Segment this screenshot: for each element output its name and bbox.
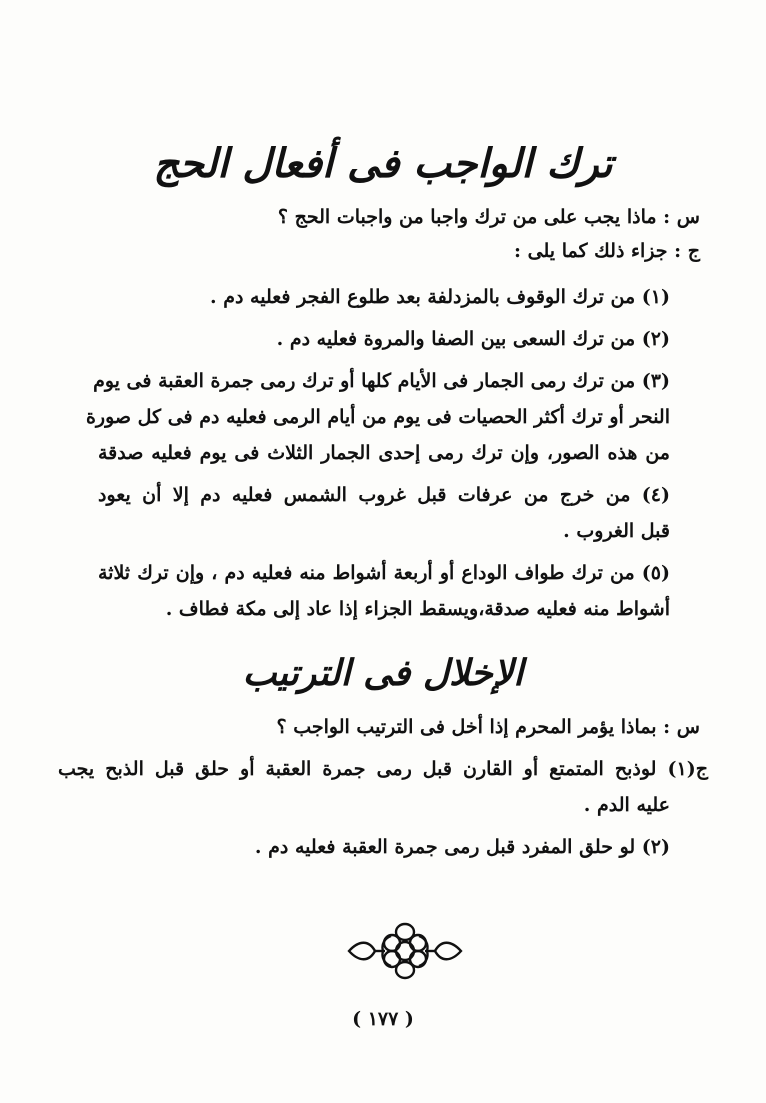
answer-2-line-2: عليه الدم . [583,794,670,816]
question-prefix: س : [663,716,700,738]
list-item-4-line-1: (٤) من خرج من عرفات قبل غروب الشمس فعليه دم إلا أن يعود [98,484,670,506]
list-item-1: (١) من ترك الوقوف بالمزدلفة بعد طلوع الفجر فعليه دم . [209,286,670,308]
answer-text: لوذبح المتمتع أو القارن قبل رمى جمرة العقبة أو حلق قبل الذبح يجب [58,758,657,780]
answer-1 [60,236,700,266]
list-item-5-line-2: أشواط منه فعليه صدقة،ويسقط الجزاء إذا عاد إلى مكة فطاف . [165,598,670,620]
list-item-4-line-2: قبل الغروب . [563,520,670,542]
list-item-3-line-2: النحر أو ترك أكثر الحصيات فى يوم من أيام الرمى فعليه دم فى كل صورة [85,406,670,428]
answer-text: جزاء ذلك كما يلى : [514,240,668,262]
answer-prefix: ج(١) [667,758,708,780]
question-2 [60,712,700,742]
list-item-5-line-1: (٥) من ترك طواف الوداع أو أربعة أشواط منه فعليه دم ، وإن ترك ثلاثة [98,562,670,584]
question-text: بماذا يؤمر المحرم إذا أخل فى الترتيب الواجب ؟ [276,716,657,738]
list-item-3-line-1: (٣) من ترك رمى الجمار فى الأيام كلها أو ترك رمى جمرة العقبة فى يوم [93,370,670,392]
page-number: ( ١٧٧ ) [352,1008,414,1030]
answer-2-line-1 [58,754,708,784]
answer-prefix: ج : [674,240,700,262]
question-text: ماذا يجب على من ترك واجبا من واجبات الحج ؟ [277,206,657,228]
question-prefix: س : [663,206,700,228]
ornament-icon [345,918,465,984]
section-title-2: الإخلال فى الترتيب [242,652,524,694]
list-item-2: (٢) من ترك السعى بين الصفا والمروة فعليه دم . [276,328,670,350]
section-title-1: ترك الواجب فى أفعال الحج [153,140,613,187]
question-1 [60,202,700,232]
list-item-2-2: (٢) لو حلق المفرد قبل رمى جمرة العقبة فعليه دم . [254,836,670,858]
list-item-3-line-3: من هذه الصور، وإن ترك رمى إحدى الجمار الثلاث فى يوم فعليه صدقة [98,442,670,464]
